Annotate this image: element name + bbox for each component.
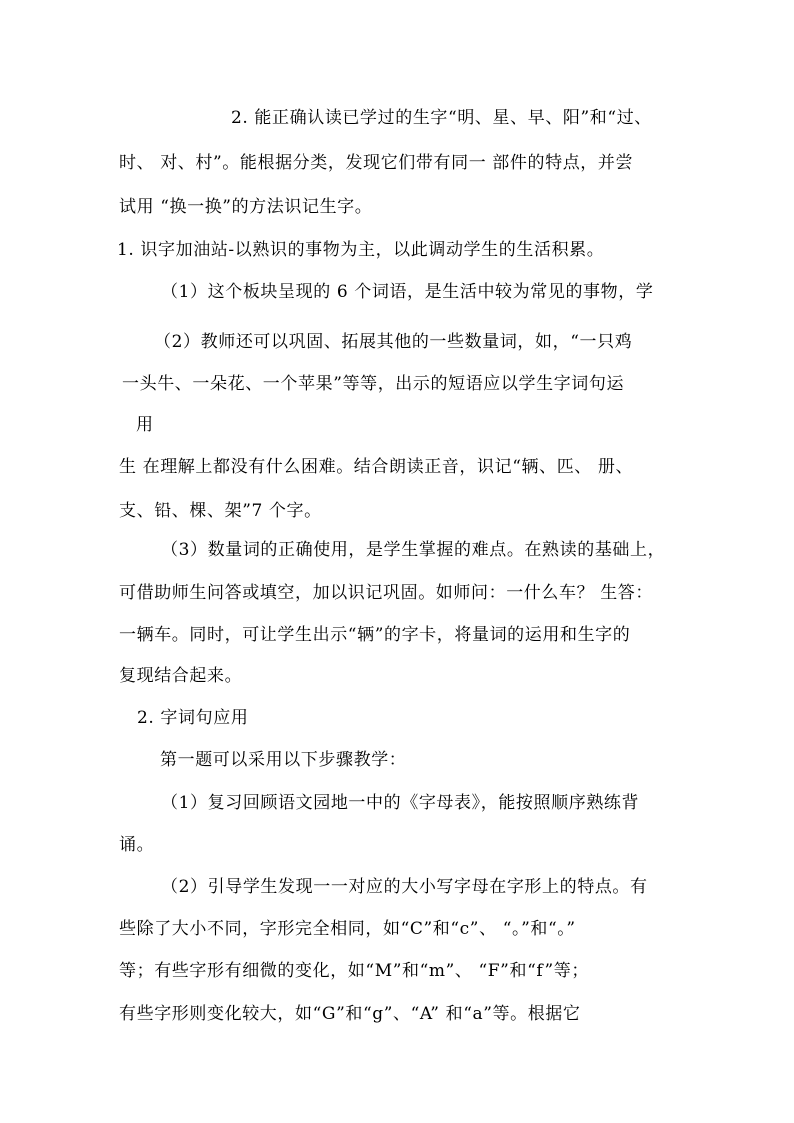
text-line: 一辆车。同时，可让学生出示“辆”的字卡，将量词的运用和生字的 — [119, 625, 631, 645]
text-line: 时、 对、村”。能根据分类，发现它们带有同一 部件的特点，并尝 — [119, 153, 634, 173]
text-line: 用 — [136, 415, 154, 435]
text-line: 复现结合起来。 — [119, 666, 243, 686]
text-line: （2）教师还可以巩固、拓展其他的一些数量词，如，“一只鸡 — [154, 332, 633, 352]
text-line: 第一题可以采用以下步骤教学： — [160, 750, 407, 770]
text-line: 可借助师生问答或填空，加以识记巩固。如师问：一什么车？ 生答： — [119, 583, 654, 603]
text-line: 试用 “换一换”的方法识记生字。 — [119, 197, 373, 217]
text-line: （3）数量词的正确使用，是学生掌握的难点。在熟读的基础上， — [161, 540, 666, 560]
text-line: 有些字形则变化较大，如“G”和“g”、“A” 和“a”等。根据它 — [119, 1004, 581, 1024]
text-line: 1. 识字加油站-以熟识的事物为主，以此调动学生的生活积累。 — [117, 240, 605, 260]
text-line: 些除了大小不同，字形完全相同，如“C”和“c”、 “。”和“。” — [119, 919, 576, 939]
text-line: 诵。 — [119, 835, 155, 855]
text-line: 生 在理解上都没有什么困难。结合朗读正音，识记“辆、匹、 册、 — [119, 457, 634, 477]
text-line: 等；有些字形有细微的变化，如“M”和“m”、 “F”和“f”等； — [119, 961, 589, 981]
text-line: 支、铅、棵、架”7 个字。 — [119, 501, 322, 521]
text-line: （1）复习回顾语文园地一中的《字母表》，能按照顺序熟练背 — [161, 793, 640, 813]
text-line: 2. 能正确认读已学过的生字“明、星、早、阳”和“过、 — [231, 108, 652, 128]
text-line: 一头牛、一朵花、一个苹果”等等，出示的短语应以学生字词句运 — [122, 374, 625, 394]
text-line: （2）引导学生发现一一对应的大小写字母在字形上的特点。有 — [161, 877, 648, 897]
text-line: （1）这个板块呈现的 6 个词语，是生活中较为常见的事物，学 — [161, 282, 654, 302]
section-heading: 2. 字词句应用 — [137, 708, 249, 728]
